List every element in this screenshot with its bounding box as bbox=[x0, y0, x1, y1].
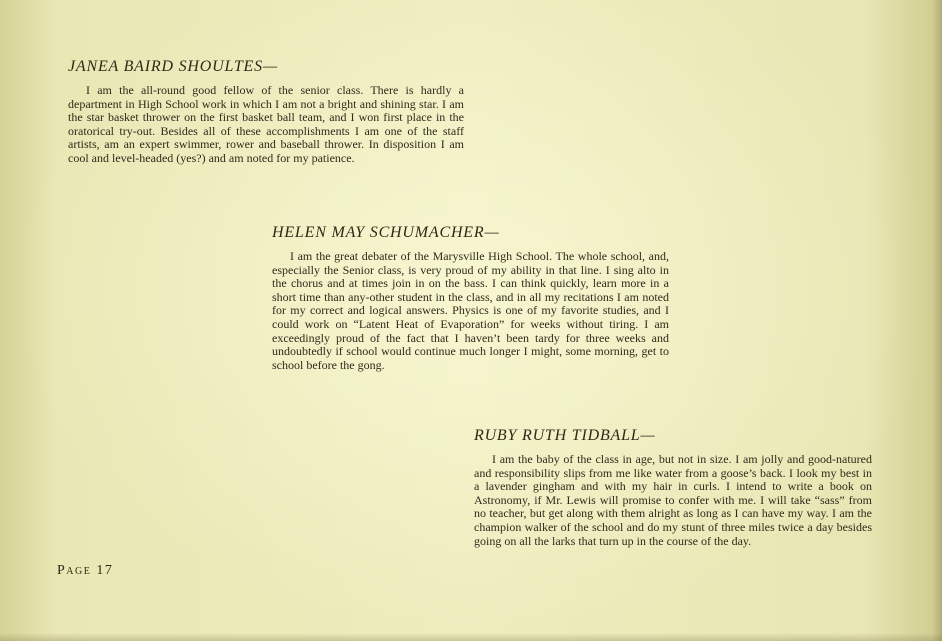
student-description: I am the great debater of the Marysville High School. The whole school, and, especially the Senior class, is very proud of my ability in that line. I sing alto in the chorus and at times join in on the bass. I can think quickly, learn more in a short time than any-other student in the class, and in all my recitations I am noted for my correct and logical answers. Physics is one of my favorite studies, and I could work on “Latent Heat of Evaporation” for weeks without tiring. I am exceedingly proud of the fact that I haven’t been tardy for three weeks and undoubtedly if school would continue much longer I might, some morning, get to school before the gong. bbox=[272, 249, 669, 372]
student-description: I am the baby of the class in age, but not in size. I am jolly and good-natured and responsibility slips from me like water from a goose’s back. I look my best in a lavender gingham and with my hair in curls. I intend to write a book on Astronomy, if Mr. Lewis will promise to confer with me. I will take “sass” from no teacher, but get along with them alright as long as I can have my way. I am the champion walker of the school and do my stunt of three miles twice a day besides going on all the larks that turn up in the course of the day. bbox=[474, 452, 872, 548]
page-bottom-shadow bbox=[0, 633, 942, 641]
student-name-heading: JANEA BAIRD SHOULTES— bbox=[68, 58, 278, 75]
page-edge-shadow bbox=[932, 0, 942, 641]
student-entry-schumacher bbox=[272, 224, 669, 372]
page-number: Page 17 bbox=[57, 563, 114, 578]
student-description: I am the all-round good fellow of the senior class. There is hardly a department in High School work in which I am not a bright and shining star. I am the star basket thrower on the first basket ball team, and I won first place in the oratorical try-out. Besides all of these accomplishments I am one of the staff artists, am an expert swimmer, rower and baseball thrower. In disposition I am cool and level-headed (yes?) and am noted for my patience. bbox=[68, 83, 464, 165]
student-name-heading: HELEN MAY SCHUMACHER— bbox=[272, 224, 500, 241]
student-entry-shoultes bbox=[68, 58, 464, 166]
student-entry-tidball bbox=[474, 427, 872, 548]
student-name-heading: RUBY RUTH TIDBALL— bbox=[474, 427, 656, 444]
